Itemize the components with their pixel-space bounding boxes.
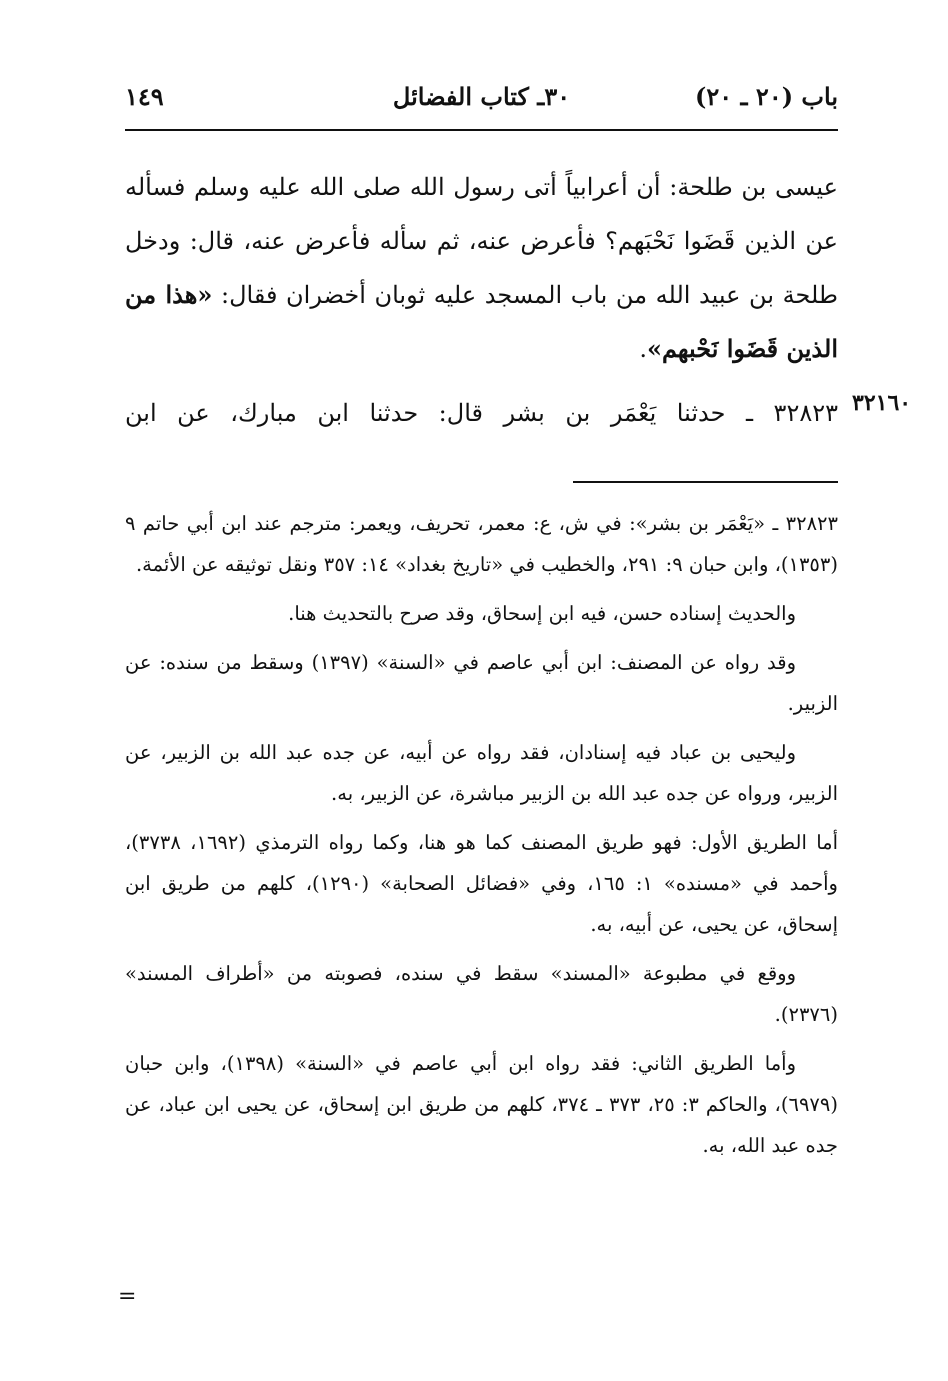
footnote-paragraph: ووقع في مطبوعة «المسند» سقط في سنده، فصوبته من «أطراف المسند» (٢٣٧٦). bbox=[125, 962, 838, 1026]
footnote-paragraph: وقد رواه عن المصنف: ابن أبي عاصم في «السنة» (١٣٩٧) وسقط من سنده: عن الزبير. bbox=[125, 651, 838, 715]
footnote-paragraph: والحديث إسناده حسن، فيه ابن إسحاق، وقد صرح بالتحديث هنا. bbox=[288, 602, 796, 625]
page-header bbox=[125, 82, 838, 122]
footnote-divider bbox=[573, 481, 838, 483]
footnote-paragraph: وأما الطريق الثاني: فقد رواه ابن أبي عاصم في «السنة» (١٣٩٨)، وابن حبان (٦٩٧٩)، والحاكم ٣: ٢٥، ٣٧٣ ـ ٣٧٤، كلهم من طريق ابن إسحاق، عن يحيى ابن عباد، عن جده عبد الله، به. bbox=[125, 1052, 838, 1157]
hadith-margin-number: ٣٢١٦٠ bbox=[852, 390, 912, 416]
book-title: ٣٠ـ كتاب الفضائل bbox=[392, 82, 571, 111]
body-paragraph bbox=[125, 160, 838, 376]
continuation-mark: = bbox=[118, 1284, 137, 1309]
chapter-heading: باب (٢٠ ـ ٢٠) bbox=[695, 82, 838, 111]
hadith-text: ٣٢٨٢٣ ـ حدثنا يَعْمَر بن بشر قال: حدثنا ابن مبارك، عن ابن bbox=[125, 399, 838, 427]
footnote-paragraph: وليحيى بن عباد فيه إسنادان، فقد رواه عن أبيه، عن جده عبد الله بن الزبير، عن الزبير، ورواه عن جده عبد الله بن الزبير مباشرة، عن الزبير، به. bbox=[125, 741, 838, 805]
hadith-entry bbox=[125, 386, 838, 440]
header-divider bbox=[125, 129, 838, 131]
page-number: ١٤٩ bbox=[125, 82, 164, 111]
footnotes bbox=[125, 503, 838, 1174]
body-text: عيسى بن طلحة: أن أعرابياً أتى رسول الله صلى الله عليه وسلم فسأله عن الذين قَضَوا نَحْبَهم؟ فأعرض عنه، ثم سأله فأعرض عنه، قال: ودخل طلحة بن عبيد الله من باب المسجد عليه ثوبان أخضران فقال: bbox=[125, 173, 839, 309]
main-text bbox=[125, 160, 838, 376]
body-period: . bbox=[639, 335, 647, 363]
quoted-hadith: «هذا من الذين قَضَوا نَحْبهم» bbox=[125, 280, 838, 363]
footnote-paragraph: ٣٢٨٢٣ ـ «يَعْمَر بن بشر»: في ش، ع: معمر، تحريف، ويعمر: مترجم عند ابن أبي حاتم ٩ (١٣٥٣)، وابن حبان ٩: ٢٩١، والخطيب في «تاريخ بغداد» ١٤: ٣٥٧ ونقل توثيقه عن الأئمة. bbox=[125, 512, 838, 576]
footnote-paragraph: أما الطريق الأول: فهو طريق المصنف كما هو هنا، وكما رواه الترمذي (١٦٩٢، ٣٧٣٨)، وأحمد في «مسنده» ١: ١٦٥، وفي «فضائل الصحابة» (١٢٩٠)، كلهم من طريق ابن إسحاق، عن يحيى، عن أبيه، به. bbox=[125, 831, 839, 936]
